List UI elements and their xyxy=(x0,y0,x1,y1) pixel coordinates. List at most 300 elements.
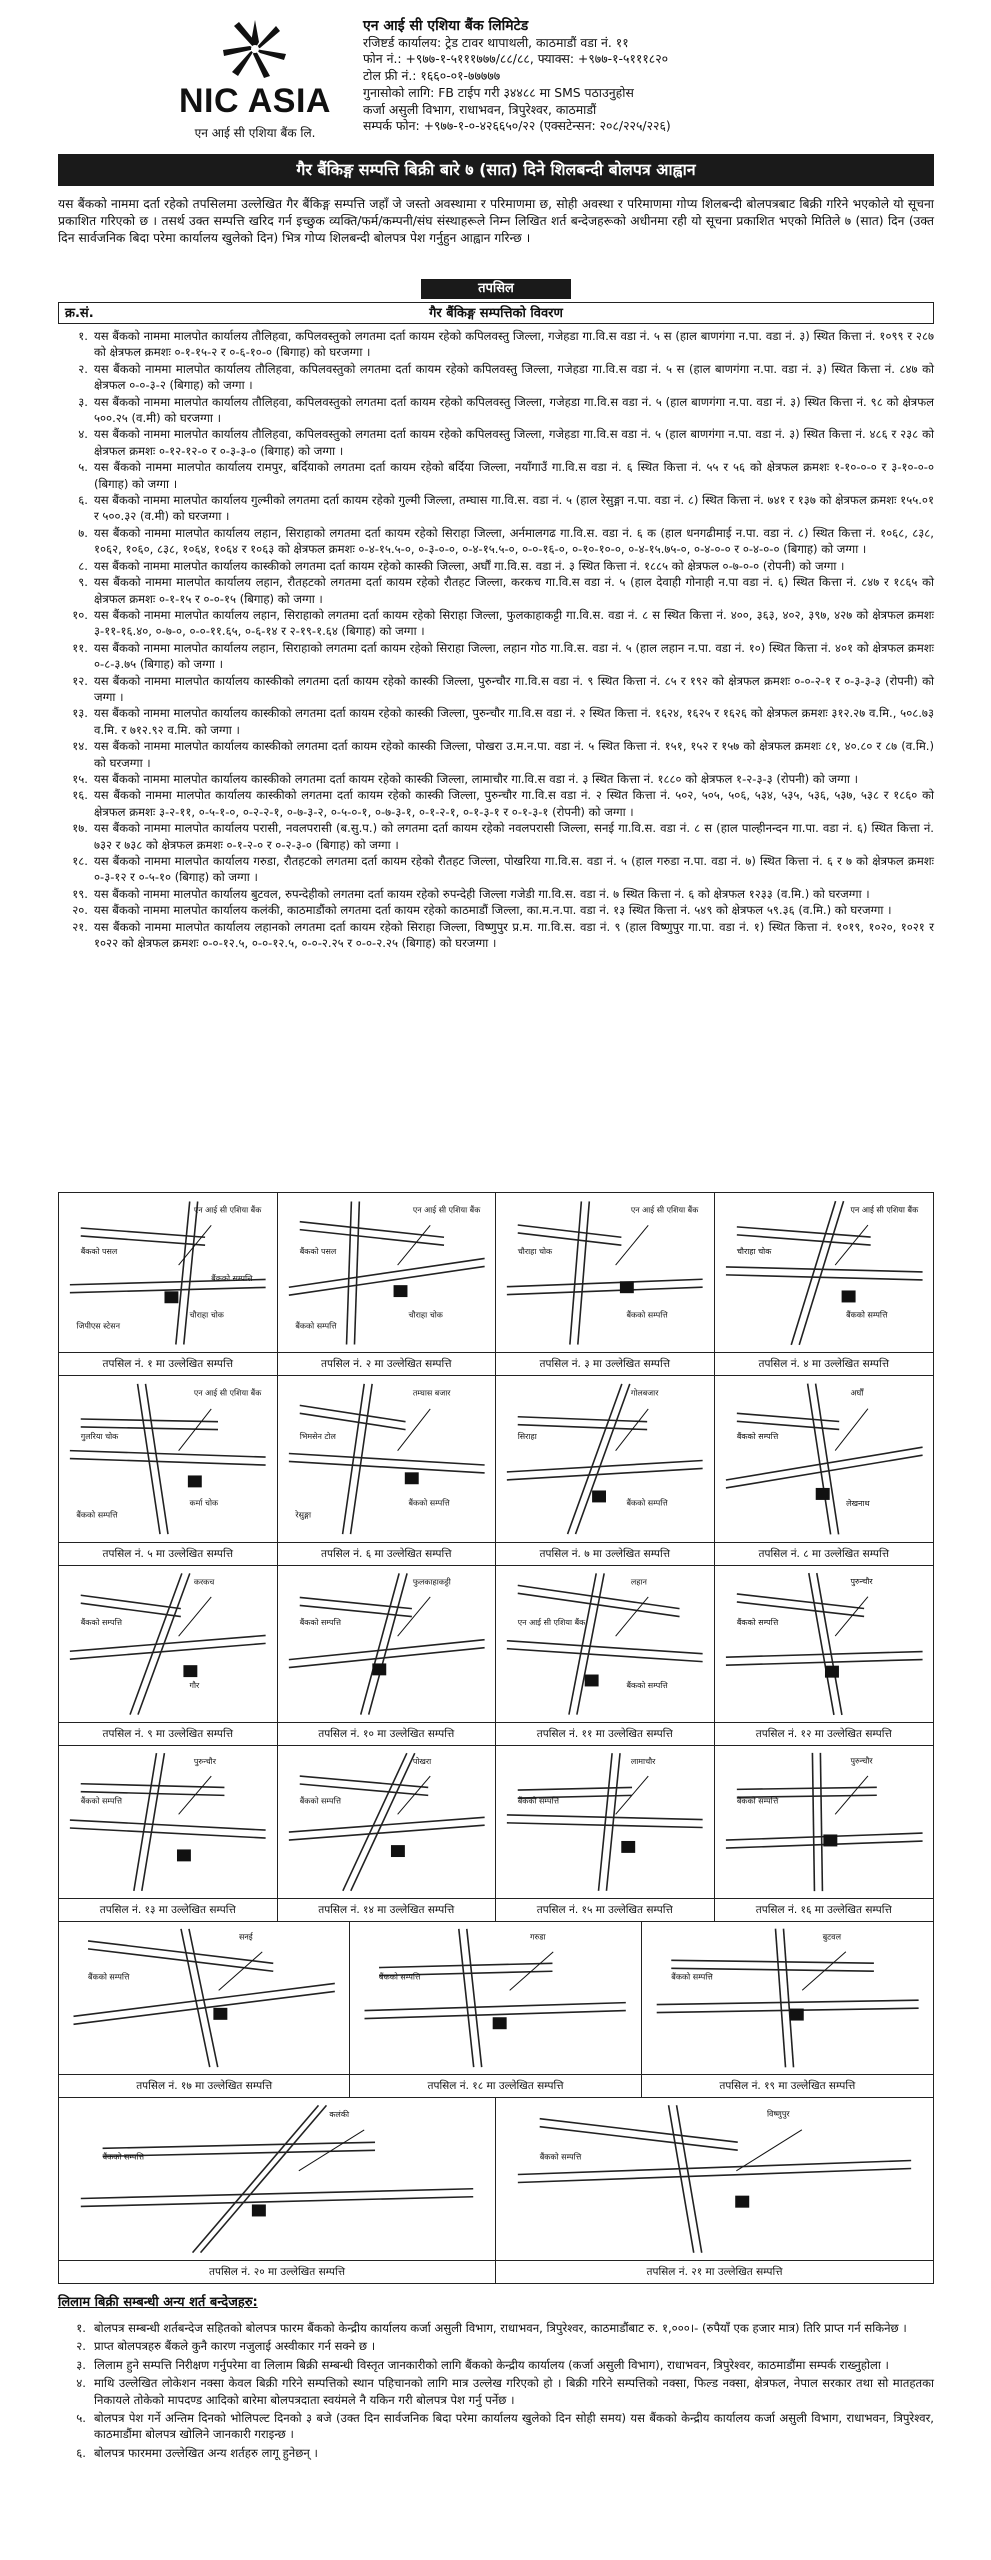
map-sketch xyxy=(278,1193,496,1353)
road-line xyxy=(725,1447,922,1480)
map-label: बैंकको सम्पत्ति xyxy=(736,1796,778,1806)
road-line xyxy=(288,1825,484,1840)
road-line xyxy=(816,1573,841,1715)
map-label: कर्मा चोक xyxy=(189,1498,219,1508)
map-label: करकच xyxy=(193,1577,215,1587)
location-map xyxy=(59,2097,496,2283)
brand-subtitle: एन आई सी एशिया बैंक लि. xyxy=(194,126,316,140)
property-description: यस बैंकको नाममा मालपोत कार्यालय कास्कीको लगतमा दर्ता कायम रहेको कास्की जिल्ला, पुरुन्चौर गा.वि.स वडा नं. २ स्थित कित्ता नं. १६२४, १६२५ र १६२६ को क्षेत्रफल क्रमशः ३१२.२७ व.मि., ५०८.७३ व.मि. र ७१२.९२ व.मि. को जग्गा । xyxy=(94,706,934,737)
map-sketch xyxy=(350,1921,640,2075)
road-line xyxy=(201,2105,327,2252)
notice-header xyxy=(0,18,991,143)
term-text: माथि उल्लेखित लोकेशन नक्सा केवल बिक्री गरिने सम्पत्तिको स्थान पहिचानको लागि मात्र उल्लेख गरिएको हो । बिक्री गरिने सम्पत्तिको नक्सा, फिल्ड नक्सा, क्षेत्रफल, नेपाल सरकार तथा सो मातहतका निकायले तोकेको मापदण्ड आदिको बारेमा बोलपत्रदाता स्वयंमले नै यकिन गरी बोलपत्र पेश गर्नु पर्नेछ । xyxy=(94,2376,934,2407)
property-marker-icon xyxy=(735,2196,749,2208)
property-row xyxy=(58,607,934,640)
term-item xyxy=(58,2357,934,2373)
schedule-label: तपसिल xyxy=(421,279,571,299)
road-line xyxy=(70,1643,266,1659)
road-line xyxy=(791,1201,835,1345)
property-description: यस बैंकको नाममा मालपोत कार्यालय कास्कीको लगतमा दर्ता कायम रहेको कास्की जिल्ला, पुरुन्चौर गा.वि.स वडा नं. ९ स्थित कित्ता नं. ८५ र १९२ को क्षेत्रफल क्रमशः ०-०-२-१ र ०-३-३-३ (रोपनी) को जग्गा । xyxy=(94,673,934,704)
location-map xyxy=(715,1745,934,1921)
map-label: पुरुन्चौर xyxy=(849,1756,873,1766)
map-caption: तपसिल नं. ११ मा उल्लेखित सम्पत्ति xyxy=(496,1722,714,1745)
map-label: बैंकको सम्पत्ति xyxy=(539,2152,582,2162)
arrow-icon xyxy=(616,1597,649,1636)
road-line xyxy=(656,2008,918,2012)
road-line xyxy=(70,1820,266,1830)
property-marker-icon xyxy=(404,1472,418,1484)
map-sketch xyxy=(496,1375,714,1543)
location-map xyxy=(496,2097,933,2283)
property-serial: १५. xyxy=(72,771,88,786)
property-serial: ४. xyxy=(78,427,88,442)
road-line xyxy=(299,1413,405,1429)
property-serial: ५. xyxy=(78,460,88,475)
map-sketch xyxy=(59,1375,277,1543)
term-item xyxy=(58,2338,934,2354)
property-marker-icon xyxy=(213,2008,227,2020)
map-label: गोलबजार xyxy=(630,1388,659,1398)
property-marker-icon xyxy=(815,1488,829,1500)
map-label: जिपीएस स्टेसन xyxy=(76,1321,121,1331)
road-line xyxy=(368,1573,406,1714)
map-sketch xyxy=(715,1375,934,1543)
road-line xyxy=(379,1963,552,1967)
brand-name: NIC ASIA xyxy=(179,82,331,120)
map-label: बैंकको सम्पत्ति xyxy=(294,1321,337,1331)
road-line xyxy=(507,1279,703,1286)
map-label: बैंकको सम्पत्ति xyxy=(102,2152,145,2162)
property-row xyxy=(58,525,934,558)
location-map xyxy=(642,1921,933,2097)
road-line xyxy=(736,1787,876,1789)
map-label: बैंकको सम्पत्ति xyxy=(670,1972,713,1982)
map-caption: तपसिल नं. २१ मा उल्लेखित सम्पत्ति xyxy=(496,2260,933,2283)
property-description: यस बैंकको नाममा मालपोत कार्यालय लहान, रौतहटको लगतमा दर्ता कायम रहेको रौतहट जिल्ला, करकच गा.वि.स वडा नं. ५ (हाल देवाही गोनाही न.पा वडा नं. ६) स्थित कित्ता नं. ८४७ र १८६५ को क्षेत्रफल क्रमशः ०-१-१५ र ०-०-१५ (बिगाह) को जग्गा । xyxy=(94,575,934,606)
property-serial: ६. xyxy=(78,493,88,508)
location-map xyxy=(59,1565,278,1745)
map-sketch xyxy=(496,1745,714,1899)
road-line xyxy=(70,1828,266,1838)
map-row xyxy=(59,1745,933,1922)
map-label: अर्घौं xyxy=(849,1388,863,1398)
map-label: गरुडा xyxy=(530,1932,546,1942)
map-sketch xyxy=(715,1193,934,1353)
map-label: बैंकको सम्पत्ति xyxy=(626,1680,668,1690)
location-map xyxy=(59,1921,350,2097)
map-label: बैंकको सम्पत्ति xyxy=(626,1310,668,1320)
road-line xyxy=(138,1573,190,1714)
property-marker-icon xyxy=(592,1490,606,1502)
arrow-icon xyxy=(397,1225,430,1265)
term-text: लिलाम हुने सम्पत्ति निरीक्षण गर्नुपरेमा वा लिलाम बिक्री सम्बन्धी विस्तृत जानकारीको लागि बैंकको केन्द्रीय कार्यालय (कर्जा असुली विभाग), राधाभवन, त्रिपुरेश्वर, काठमाडौंमा सम्पर्क राख्नुहोला । xyxy=(94,2357,889,2372)
road-line xyxy=(81,2197,473,2207)
map-sketch xyxy=(715,1745,934,1899)
map-sketch xyxy=(496,2097,933,2261)
map-label: बुटवल xyxy=(822,1932,841,1942)
location-map xyxy=(59,1193,278,1375)
map-sketch xyxy=(496,1565,714,1723)
map-label: बैंकको सम्पत्ति xyxy=(736,1431,778,1441)
road-line xyxy=(775,1929,785,2068)
map-label: बैंकको सम्पत्ति xyxy=(845,1310,888,1320)
property-description: यस बैंकको नाममा मालपोत कार्यालय गरुडा, रौतहटको लगतमा दर्ता कायम रहेको रौतहट जिल्ला, पोखरिया गा.वि.स. वडा नं. ५ (हाल गरुडा न.पा. वडा नं. ७) स्थित कित्ता नं. ६ र ७ को क्षेत्रफल क्रमशः ०-३-१२ र ०-५-१० (बिगाह) को जग्गा । xyxy=(94,854,934,885)
property-serial: २१. xyxy=(72,919,88,934)
property-marker-icon xyxy=(188,1475,202,1487)
map-label: एन आई सी एशिया बैंक xyxy=(630,1205,699,1215)
map-label: पुरुन्चौर xyxy=(193,1756,216,1766)
road-line xyxy=(736,1235,870,1245)
map-label: बैंकको सम्पत्ति xyxy=(408,1498,450,1508)
property-description: यस बैंकको नाममा मालपोत कार्यालय कास्कीको लगतमा दर्ता कायम रहेको कास्की जिल्ला, पुरुन्चौर गा.वि.स वडा नं. २ स्थित कित्ता नं. ५०२, ५०५, ५०६, ५३४, ५३५, ५३६, ५३७, ५३८ र १८६० को क्षेत्रफल क्रमशः ३-२-११, ०-५-१-०, ०-२-२-१, ०-७-३-२, ०-५-०-१, ०-७-३-१, ०-१-२-१, ०-१-३-१ र ०-१-३-१ (रोपनी) को जग्गा । xyxy=(94,788,934,819)
location-map xyxy=(496,1375,715,1565)
property-row xyxy=(58,426,934,459)
map-label: लामाचौर xyxy=(630,1756,656,1766)
map-caption: तपसिल नं. १७ मा उल्लेखित सम्पत्ति xyxy=(59,2074,349,2097)
term-text: प्राप्त बोलपत्रहरु बैंकले कुनै कारण नजुलाई अस्वीकार गर्न सक्ने छ । xyxy=(94,2339,376,2354)
complaint-line: गुनासोको लागि: FB टाईप गरी ३४४८८ मा SMS पठाउनुहोस xyxy=(363,84,634,100)
bank-name: एन आई सी एशिया बैंक लिमिटेड xyxy=(363,18,529,34)
map-sketch xyxy=(496,1193,714,1353)
location-map xyxy=(715,1375,934,1565)
property-row xyxy=(58,361,934,394)
property-marker-icon xyxy=(372,1663,386,1675)
map-caption: तपसिल नं. १० मा उल्लेखित सम्पत्ति xyxy=(278,1722,496,1745)
property-description: यस बैंकको नाममा मालपोत कार्यालय बुटवल, रुपन्देहीको लगतमा दर्ता कायम रहेको रुपन्देही जिल्ला गजेडी गा.वि.स. वडा नं. ७ स्थित कित्ता नं. ६ को क्षेत्रफल १२३३ (व.मि.) को घरजग्गा । xyxy=(94,886,870,901)
road-line xyxy=(518,1417,647,1422)
property-marker-icon xyxy=(177,1849,191,1861)
location-map xyxy=(59,1375,278,1565)
map-sketch xyxy=(278,1375,496,1543)
terms-list xyxy=(58,2320,934,2461)
property-serial: १७. xyxy=(72,821,88,836)
road-line xyxy=(176,1201,190,1344)
schedule-table-header xyxy=(58,302,934,324)
map-caption: तपसिल नं. ७ मा उल्लेखित सम्पत्ति xyxy=(496,1542,714,1565)
map-caption: तपसिल नं. १४ मा उल्लेखित सम्पत्ति xyxy=(278,1898,496,1921)
property-row xyxy=(58,574,934,607)
map-caption: तपसिल नं. २० मा उल्लेखित सम्पत्ति xyxy=(59,2260,495,2283)
road-line xyxy=(70,1635,266,1651)
property-row xyxy=(58,640,934,673)
map-sketch xyxy=(278,1565,496,1723)
map-caption: तपसिल नं. १२ मा उल्लेखित सम्पत्ति xyxy=(715,1722,934,1745)
property-row xyxy=(58,820,934,853)
road-line xyxy=(130,1573,182,1714)
map-caption: तपसिल नं. ६ मा उल्लेखित सम्पत्ति xyxy=(278,1542,496,1565)
terms-section xyxy=(58,2288,934,2463)
map-label: बैंकको सम्पत्ति xyxy=(299,1618,341,1628)
property-serial: २०. xyxy=(72,903,88,918)
road-line xyxy=(346,1201,351,1344)
map-sketch xyxy=(59,1565,277,1723)
location-map xyxy=(278,1745,497,1921)
map-label: चौराहा चोक xyxy=(189,1310,224,1320)
location-map xyxy=(278,1375,497,1565)
property-row xyxy=(58,853,934,886)
road-line xyxy=(365,2003,626,2011)
road-line xyxy=(459,1929,474,2067)
schedule-heading xyxy=(58,279,934,299)
term-serial: ३. xyxy=(76,2357,86,2372)
map-sketch xyxy=(59,1921,349,2075)
notice-intro: यस बैंकको नाममा दर्ता रहेको तपसिलमा उल्लेखित गैर बैंकिङ्ग सम्पत्ति जहाँ जे जस्तो अवस्थामा र परिमाणमा छ, सोही अवस्था र परिमाणमा गोप्य शिलबन्दी बोलपत्रबाट बिक्री गरिने भएकोले यो सूचना प्रकाशित गरिएको छ । तसर्थ उक्त सम्पत्ति खरिद गर्न इच्छुक व्यक्ति/फर्म/कम्पनी/संघ संस्थाहरूले निम्न लिखित शर्त बन्देजहरूको अधीनमा रही यो सूचना प्रकाशित भएको मितिले ७ (सात) दिन (उक्त दिन सार्वजनिक बिदा परेमा कार्यालय खुलेको दिन) भित्र गोप्य शिलबन्दी बोलपत्र पेश गर्नुहुन आह्वान गरिन्छ । xyxy=(58,197,934,245)
term-serial: ४. xyxy=(76,2376,86,2391)
term-item xyxy=(58,2445,934,2461)
map-sketch xyxy=(715,1565,934,1723)
location-map xyxy=(496,1745,715,1921)
phone-line: फोन नं.: +९७७-१-५१११७७७/८८/८८, फ्याक्स: +९७७-१-५१११८२० xyxy=(363,51,669,67)
property-marker-icon xyxy=(823,1834,837,1846)
map-label: एन आई सी एशिया बैंक xyxy=(412,1205,480,1215)
property-marker-icon xyxy=(620,1281,634,1293)
property-serial: २. xyxy=(78,361,88,376)
road-line xyxy=(808,1573,833,1715)
road-line xyxy=(518,2160,911,2174)
star-logo-icon xyxy=(220,18,290,80)
map-label: बैंकको सम्पत्ति xyxy=(88,1972,130,1982)
property-marker-icon xyxy=(621,1841,635,1853)
map-label: बैंकको सम्पत्ति xyxy=(80,1618,122,1628)
property-description: यस बैंकको नाममा मालपोत कार्यालय तौलिहवा, कपिलवस्तुको लगतमा दर्ता कायम रहेको कपिलवस्तु जिल्ला, गजेहडा गा.वि.स वडा नं. ५ (हाल बाणगंगा न.पा. वडा नं. ३) स्थित कित्ता नं. ९८ को क्षेत्रफल ५००.२५ (व.मी) को घरजग्गा । xyxy=(94,394,934,426)
column-description: गैर बैंकिङ्ग सम्पत्तिको विवरण xyxy=(429,306,563,321)
road-line xyxy=(507,1815,703,1820)
map-label: पुरुन्चौर xyxy=(849,1577,873,1587)
location-map xyxy=(59,1745,278,1921)
map-label: सनई xyxy=(239,1932,253,1942)
property-marker-icon xyxy=(493,2017,507,2029)
map-caption: तपसिल नं. १ मा उल्लेखित सम्पत्ति xyxy=(59,1352,277,1375)
property-marker-icon xyxy=(390,1845,404,1857)
map-label: एन आई सी एशिया बैंक xyxy=(849,1205,918,1215)
map-caption: तपसिल नं. ४ मा उल्लेखित सम्पत्ति xyxy=(715,1352,934,1375)
property-serial: ३. xyxy=(78,394,88,409)
map-sketch xyxy=(59,1745,277,1899)
location-map xyxy=(496,1565,715,1745)
property-serial: ७. xyxy=(78,525,88,540)
property-description: यस बैंकको नाममा मालपोत कार्यालय लहानको लगतमा दर्ता कायम रहेको सिराहा जिल्ला, विष्णुपुर प्र.म. गा.वि.स. वडा नं. ९ (हाल विष्णुपुर गा.पा. वडा नं. १) स्थित कित्ता नं. १०१९, १०२०, १०२१ र १०२२ को क्षेत्रफल क्रमशः ०-०-१२.५, ०-०-१२.५, ०-०-२.२५ र ०-०-२.२५ (बिगाह) को घरजग्गा । xyxy=(94,919,934,951)
property-row xyxy=(58,328,934,361)
property-row xyxy=(58,787,934,820)
road-line xyxy=(736,1413,838,1421)
map-label: लेखनाथ xyxy=(845,1498,870,1508)
property-description: यस बैंकको नाममा मालपोत कार्यालय तौलिहवा, कपिलवस्तुको लगतमा दर्ता कायम रहेको कपिलवस्तु जिल्ला, गजेहडा गा.वि.स वडा नं. ५ स (हाल बाणगंगा न.पा. वडा नं. ३) स्थित कित्ता नं. १०९९ र २८७ को क्षेत्रफल क्रमशः ०-१-१५-२ र ०-६-१०-० (बिगाह) को घरजग्गा । xyxy=(94,329,934,360)
tollfree-line: टोल फ्री नं.: १६६०-०१-७७७७७ xyxy=(363,68,501,84)
property-serial: १८. xyxy=(72,854,88,868)
term-item xyxy=(58,2375,934,2408)
property-row xyxy=(58,705,934,738)
term-serial: ६. xyxy=(76,2445,86,2460)
bank-logo xyxy=(165,18,345,143)
arrow-icon xyxy=(397,1597,430,1636)
department-line: कर्जा असुली विभाग, राधाभवन, त्रिपुरेश्वर, काठमाडौं xyxy=(363,101,597,117)
road-line xyxy=(725,1267,922,1272)
property-description: यस बैंकको नाममा मालपोत कार्यालय रामपुर, बर्दियाको लगतमा दर्ता कायम रहेको बर्दिया जिल्ला, नयाँगाउँ गा.वि.स वडा नं. ६ स्थित कित्ता नं. ५५ र ५६ को क्षेत्रफल क्रमशः १-१०-०-० र ३-१०-०-० (बिगाह) को जग्गा । xyxy=(94,460,934,491)
arrow-icon xyxy=(179,1597,212,1636)
map-row xyxy=(59,1375,933,1566)
property-row xyxy=(58,492,934,525)
terms-title: लिलाम बिक्री सम्बन्धी अन्य शर्त बन्देजहरु: xyxy=(58,2295,258,2310)
map-label: चौराहा चोक xyxy=(408,1310,443,1320)
map-label: पोखरा xyxy=(412,1756,431,1766)
road-line xyxy=(360,1573,398,1714)
road-line xyxy=(103,2142,375,2148)
property-marker-icon xyxy=(183,1665,197,1677)
property-row xyxy=(58,886,934,902)
road-line xyxy=(507,1287,703,1294)
term-serial: ५. xyxy=(76,2411,86,2426)
term-serial: २. xyxy=(76,2339,86,2354)
map-row xyxy=(59,1193,933,1376)
road-line xyxy=(81,1595,181,1608)
road-line xyxy=(350,1753,414,1891)
property-serial: १०. xyxy=(72,607,88,622)
property-description: यस बैंकको नाममा मालपोत कार्यालय लहान, सिराहाको लगतमा दर्ता कायम रहेको सिराहा जिल्ला, अर्नमालगढ गा.वि.स. वडा नं. ६ क (हाल धनगढीमाई न.पा. वडा नं. ८) स्थित कित्ता नं. १०६८, ८३८, १०६२, १०६०, ८३८, १०६४, १०६४ र १०६३ को क्षेत्रफल क्रमशः ०-४-१५.५-०, ०-३-०-०, ०-४-१५.५-०, ०-०-१६-०, ०-१०-१०-०, ०-४-१५.७५-०, ०-४-०-० र ०-४-०-० (बिगाह) को जग्गा । xyxy=(94,525,934,557)
map-label: लहान xyxy=(630,1577,647,1587)
map-label: रेसुङ्गा xyxy=(294,1510,311,1520)
location-maps-grid xyxy=(58,1192,934,2284)
road-line xyxy=(518,1425,647,1430)
map-row xyxy=(59,1921,933,2098)
road-line xyxy=(299,1405,405,1421)
road-line xyxy=(193,2105,319,2252)
map-label: एन आई सी एशिया बैंक xyxy=(193,1388,262,1398)
location-map xyxy=(715,1193,934,1375)
column-serial: क्र.सं. xyxy=(65,306,94,321)
map-row xyxy=(59,2097,933,2283)
property-row xyxy=(58,771,934,787)
map-label: बैंकको पसल xyxy=(299,1246,336,1256)
road-line xyxy=(288,1266,484,1295)
map-sketch xyxy=(642,1921,933,2075)
road-line xyxy=(606,1753,620,1891)
road-line xyxy=(288,1817,484,1832)
map-caption: तपसिल नं. १६ मा उल्लेखित सम्पत्ति xyxy=(715,1898,934,1921)
property-description: यस बैंकको नाममा मालपोत कार्यालय लहान, सिराहाको लगतमा दर्ता कायम रहेको सिराहा जिल्ला, फुलकाहाकट्टी गा.वि.स. वडा नं. ८ स स्थित कित्ता नं. ४००, ३६३, ४०२, ३९७, ४२७ को क्षेत्रफल क्रमशः ३-११-१६.४०, ०-७-०, ०-०-११.६५, ०-६-१४ र २-१९-१.६४ (बिगाह) को जग्गा । xyxy=(94,607,934,639)
term-text: बोलपत्र पेश गर्ने अन्तिम दिनको भोलिपल्ट दिनको ३ बजे (उक्त दिन सार्वजनिक बिदा परेमा कार्यालय खुलेको दिन सोही समय) यस बैंकको केन्द्रीय कार्यालय कर्जा असुली विभाग, राधाभवन, त्रिपुरेश्वर, काठमाडौंमा बोलपत्र खोलिने जानकारी गराइन्छ । xyxy=(94,2411,934,2442)
road-line xyxy=(342,1753,406,1891)
road-line xyxy=(736,1602,863,1617)
property-description: यस बैंकको नाममा मालपोत कार्यालय कास्कीको लगतमा दर्ता कायम रहेको कास्की जिल्ला, लामाचौर गा.वि.स वडा नं. ३ स्थित कित्ता नं. १८८० को क्षेत्रफल १-२-३-३ (रोपनी) को जग्गा । xyxy=(94,771,858,786)
map-sketch xyxy=(278,1745,496,1899)
property-serial: १३. xyxy=(72,706,88,721)
location-map xyxy=(278,1565,497,1745)
road-line xyxy=(576,1384,630,1534)
map-caption: तपसिल नं. ९ मा उल्लेखित सम्पत्ति xyxy=(59,1722,277,1745)
road-line xyxy=(820,1753,822,1891)
road-line xyxy=(736,1594,863,1609)
road-line xyxy=(354,1201,359,1344)
property-description: यस बैंकको नाममा मालपोत कार्यालय कास्कीको लगतमा दर्ता कायम रहेको कास्की जिल्ला, अर्घौं गा.वि.स. वडा नं. ३ स्थित कित्ता नं. १८८५ को क्षेत्रफल ०-७-०-० (रोपनी) को जग्गा । xyxy=(94,558,845,573)
map-label: एन आई सी एशिया बैंक xyxy=(517,1618,586,1628)
map-label: बैंकको सम्पत्ति xyxy=(379,1972,421,1982)
road-line xyxy=(783,1929,793,2068)
map-label: बैंकको सम्पत्ति xyxy=(80,1796,122,1806)
property-marker-icon xyxy=(585,1675,599,1687)
property-description: यस बैंकको नाममा मालपोत कार्यालय तौलिहवा, कपिलवस्तुको लगतमा दर्ता कायम रहेको कपिलवस्तु जिल्ला, गजेहडा गा.वि.स वडा नं. ५ (हाल बाणगंगा न.पा. वडा नं. ३) स्थित कित्ता नं. ४८६ र २३८ को क्षेत्रफल क्रमशः ०-१२-१२-० र ०-३-३-० (बिगाह) को जग्गा । xyxy=(94,427,934,458)
road-line xyxy=(81,1792,225,1796)
property-row xyxy=(58,738,934,771)
property-list xyxy=(58,328,934,951)
property-serial: ९. xyxy=(78,575,88,590)
map-caption: तपसिल नं. ३ मा उल्लेखित सम्पत्ति xyxy=(496,1352,714,1375)
property-description: यस बैंकको नाममा मालपोत कार्यालय गुल्मीको लगतमा दर्ता कायम रहेको गुल्मी जिल्ला, तम्घास गा.वि.स. वडा नं. ५ (हाल रेसुङ्गा न.पा. वडा नं. ८) स्थित कित्ता नं. ७४१ र १३७ को क्षेत्रफल क्रमशः १५५.०१ र ५००.३२ (व.मी) को घरजग्गा । xyxy=(94,493,934,524)
property-description: यस बैंकको नाममा मालपोत कार्यालय तौलिहवा, कपिलवस्तुको लगतमा दर्ता कायम रहेको कपिलवस्तु जिल्ला, गजेहडा गा.वि.स वडा नं. ५ स (हाल बाणगंगा न.पा. वडा नं. ३) स्थित कित्ता नं. ८४७ को क्षेत्रफल ०-०-३-२ (बिगाह) को जग्गा । xyxy=(94,361,934,393)
map-label: चौराहा चोक xyxy=(736,1246,771,1256)
location-map xyxy=(350,1921,641,2097)
property-marker-icon xyxy=(841,1290,855,1302)
map-label: भिमसेन टोल xyxy=(299,1431,336,1441)
property-description: यस बैंकको नाममा मालपोत कार्यालय कलंकी, काठमाडौंको लगतमा दर्ता कायम रहेको काठमाडौं जिल्ला, का.म.न.पा. वडा नं. १३ स्थित कित्ता नं. ५४९ को क्षेत्रफल ५९.३६ (व.मि.) को घरजग्गा । xyxy=(94,903,892,918)
road-line xyxy=(518,2168,911,2182)
property-row xyxy=(58,558,934,574)
road-line xyxy=(288,1258,484,1287)
road-line xyxy=(467,1929,482,2067)
map-caption: तपसिल नं. २ मा उल्लेखित सम्पत्ति xyxy=(278,1352,496,1375)
map-caption: तपसिल नं. १३ मा उल्लेखित सम्पत्ति xyxy=(59,1898,277,1921)
property-marker-icon xyxy=(164,1291,178,1303)
notice-title: गैर बैंकिङ्ग सम्पत्ति बिक्री बारे ७ (सात) दिने शिलबन्दी बोलपत्र आह्वान xyxy=(58,154,934,186)
arrow-icon xyxy=(835,1409,868,1451)
property-serial: १६. xyxy=(72,788,88,803)
property-row xyxy=(58,673,934,706)
road-line xyxy=(599,1753,613,1891)
property-row xyxy=(58,902,934,918)
map-row xyxy=(59,1565,933,1746)
map-label: बैंकको सम्पत्ति xyxy=(517,1796,559,1806)
road-line xyxy=(671,1968,874,1971)
road-line xyxy=(181,1929,210,2067)
map-caption: तपसिल नं. ८ मा उल्लेखित सम्पत्ति xyxy=(715,1542,934,1565)
property-marker-icon xyxy=(393,1285,407,1297)
contact-line: सम्पर्क फोन: +९७७-१-०-४२६६५०/२२ (एक्सटेन्सन: २०८/२२५/२२६) xyxy=(363,118,671,134)
map-label: बैंकको पसल xyxy=(80,1246,118,1256)
road-line xyxy=(81,1419,218,1422)
map-label: सिराहा xyxy=(517,1431,537,1441)
map-label: बैंकको सम्पत्ति xyxy=(626,1498,668,1508)
term-item xyxy=(58,2320,934,2336)
road-line xyxy=(568,1384,622,1534)
road-line xyxy=(81,2189,473,2199)
map-label: कलंकी xyxy=(329,2109,350,2119)
map-label: गुलरिया चोक xyxy=(80,1431,119,1441)
property-description: यस बैंकको नाममा मालपोत कार्यालय लहान, सिराहाको लगतमा दर्ता कायम रहेको सिराहा जिल्ला, लहान गोठ गा.वि.स. वडा नं. ५ (हाल लहान न.पा. वडा नं. १०) स्थित कित्ता नं. ४०१ को क्षेत्रफल क्रमशः ०-८-३.७५ (बिगाह) को जग्गा । xyxy=(94,640,934,672)
map-label: तम्घास बजार xyxy=(412,1388,451,1398)
location-map xyxy=(715,1565,934,1745)
road-line xyxy=(70,1459,266,1465)
road-line xyxy=(81,1603,181,1616)
map-caption: तपसिल नं. १९ मा उल्लेखित सम्पत्ति xyxy=(642,2074,933,2097)
location-map xyxy=(496,1193,715,1375)
property-serial: ८. xyxy=(78,558,88,573)
property-description: यस बैंकको नाममा मालपोत कार्यालय कास्कीको लगतमा दर्ता कायम रहेको कास्की जिल्ला, पोखरा उ.म.न.पा. वडा नं. ५ स्थित कित्ता नं. १५१, १५२ र १५७ को क्षेत्रफल क्रमशः ८१, ४०.८० र ८७ (व.मि.) को घरजग्गा । xyxy=(94,739,934,770)
road-line xyxy=(507,1649,703,1662)
road-line xyxy=(736,1227,870,1237)
road-line xyxy=(74,1991,335,2024)
property-serial: १९. xyxy=(72,886,88,901)
map-caption: तपसिल नं. १८ मा उल्लेखित सम्पत्ति xyxy=(350,2074,640,2097)
address-line: रजिष्टर्ड कार्यालय: ट्रेड टावर थापाथली, काठमाडौं वडा नं. ११ xyxy=(363,34,629,50)
property-serial: १. xyxy=(78,329,88,343)
property-marker-icon xyxy=(789,2009,803,2021)
term-item xyxy=(58,2410,934,2443)
map-sketch xyxy=(59,2097,495,2261)
term-text: बोलपत्र सम्बन्धी शर्तबन्देज सहितको बोलपत्र फारम बैंकको केन्द्रीय कार्यालय कर्जा असुली विभाग, राधाभवन, त्रिपुरेश्वर, काठमाडौंबाट रु. १,०००।- (रुपैयाँ एक हजार मात्र) तिरि प्राप्त गर्न सकिनेछ । xyxy=(94,2321,907,2335)
term-serial: १. xyxy=(76,2321,86,2335)
road-line xyxy=(507,1641,703,1654)
map-label: गौर xyxy=(189,1680,200,1690)
map-label: बैंकको सम्पत्ति xyxy=(211,1273,253,1283)
